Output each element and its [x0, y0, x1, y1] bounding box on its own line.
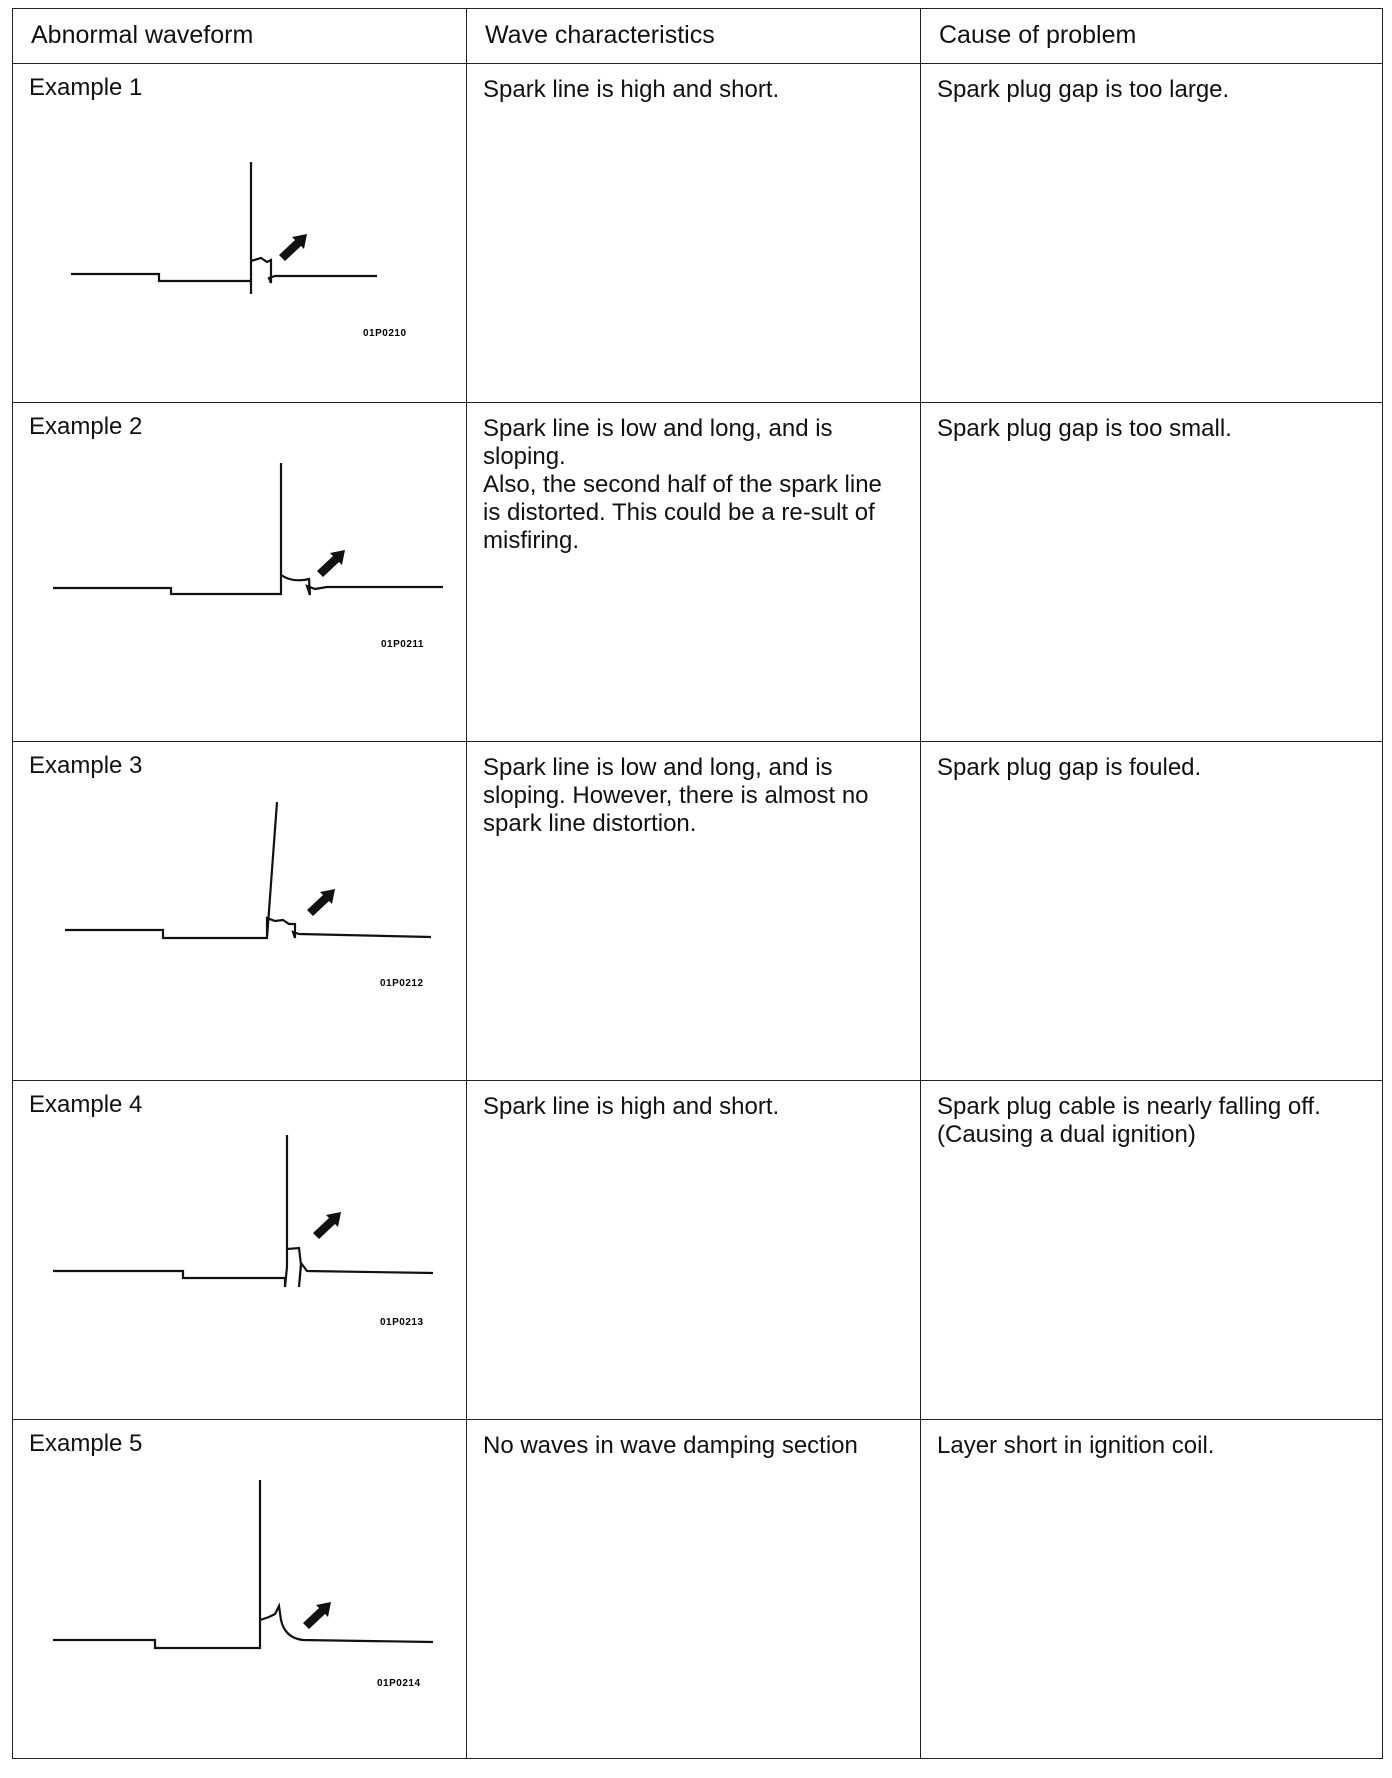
characteristics-text: No waves in wave damping section: [483, 1432, 858, 1459]
table-row: [13, 403, 1383, 742]
arrow-icon: [317, 550, 345, 577]
example-label: Example 1: [29, 74, 143, 101]
example-label: Example 4: [29, 1091, 143, 1118]
figure-code: 01P0214: [377, 1678, 421, 1689]
arrow-icon: [313, 1212, 341, 1239]
characteristics-cell: [467, 64, 921, 403]
table-row: [13, 1420, 1383, 1759]
waveform-table: [12, 8, 1383, 1759]
example-label: Example 2: [29, 413, 143, 440]
waveform-diagram: [13, 1081, 467, 1419]
characteristics-text: Spark line is high and short.: [483, 1093, 780, 1120]
cause-cell: [921, 1420, 1383, 1759]
cause-text: Spark plug cable is nearly falling off.: [937, 1093, 1321, 1120]
header-cause-of-problem: Cause of problem: [921, 9, 1383, 64]
characteristics-cell: [467, 742, 921, 1081]
characteristics-text: Also, the second half of the spark line is distorted. This could be a re-sult of misfiring.: [483, 471, 882, 554]
waveform-cell: [13, 64, 467, 403]
example-label: Example 5: [29, 1430, 143, 1457]
cause-text: Spark plug gap is too large.: [937, 76, 1230, 103]
figure-code: 01P0210: [363, 328, 407, 339]
cause-cell: [921, 1081, 1383, 1420]
waveform-diagram: [13, 1420, 467, 1758]
characteristics-text: Spark line is low and long, and is sloping. However, there is almost no spark line distortion.: [483, 754, 869, 837]
waveform-cell: [13, 742, 467, 1081]
cause-cell: [921, 742, 1383, 1081]
waveform-diagram: [13, 403, 467, 741]
waveform-diagram: [13, 64, 467, 402]
cause-cell: [921, 403, 1383, 742]
header-wave-characteristics: Wave characteristics: [467, 9, 921, 64]
cause-text: (Causing a dual ignition): [937, 1121, 1196, 1148]
header-row: [13, 9, 1383, 64]
figure-code: 01P0211: [381, 639, 424, 650]
characteristics-cell: [467, 1420, 921, 1759]
waveform-cell: [13, 1420, 467, 1759]
characteristics-cell: [467, 403, 921, 742]
figure-code: 01P0212: [380, 978, 424, 989]
arrow-icon: [303, 1602, 331, 1629]
cause-cell: [921, 64, 1383, 403]
table-row: [13, 742, 1383, 1081]
figure-code: 01P0213: [380, 1317, 424, 1328]
waveform-diagram: [13, 742, 467, 1080]
arrow-icon: [279, 234, 307, 261]
table-row: [13, 1081, 1383, 1420]
characteristics-text: Spark line is low and long, and is sloping.: [483, 415, 833, 470]
characteristics-text: Spark line is high and short.: [483, 76, 780, 103]
waveform-cell: [13, 1081, 467, 1420]
cause-text: Spark plug gap is too small.: [937, 415, 1232, 442]
header-abnormal-waveform: Abnormal waveform: [13, 9, 467, 64]
example-label: Example 3: [29, 752, 143, 779]
arrow-icon: [307, 889, 335, 916]
cause-text: Spark plug gap is fouled.: [937, 754, 1202, 781]
table-row: [13, 64, 1383, 403]
characteristics-cell: [467, 1081, 921, 1420]
cause-text: Layer short in ignition coil.: [937, 1432, 1215, 1459]
waveform-cell: [13, 403, 467, 742]
